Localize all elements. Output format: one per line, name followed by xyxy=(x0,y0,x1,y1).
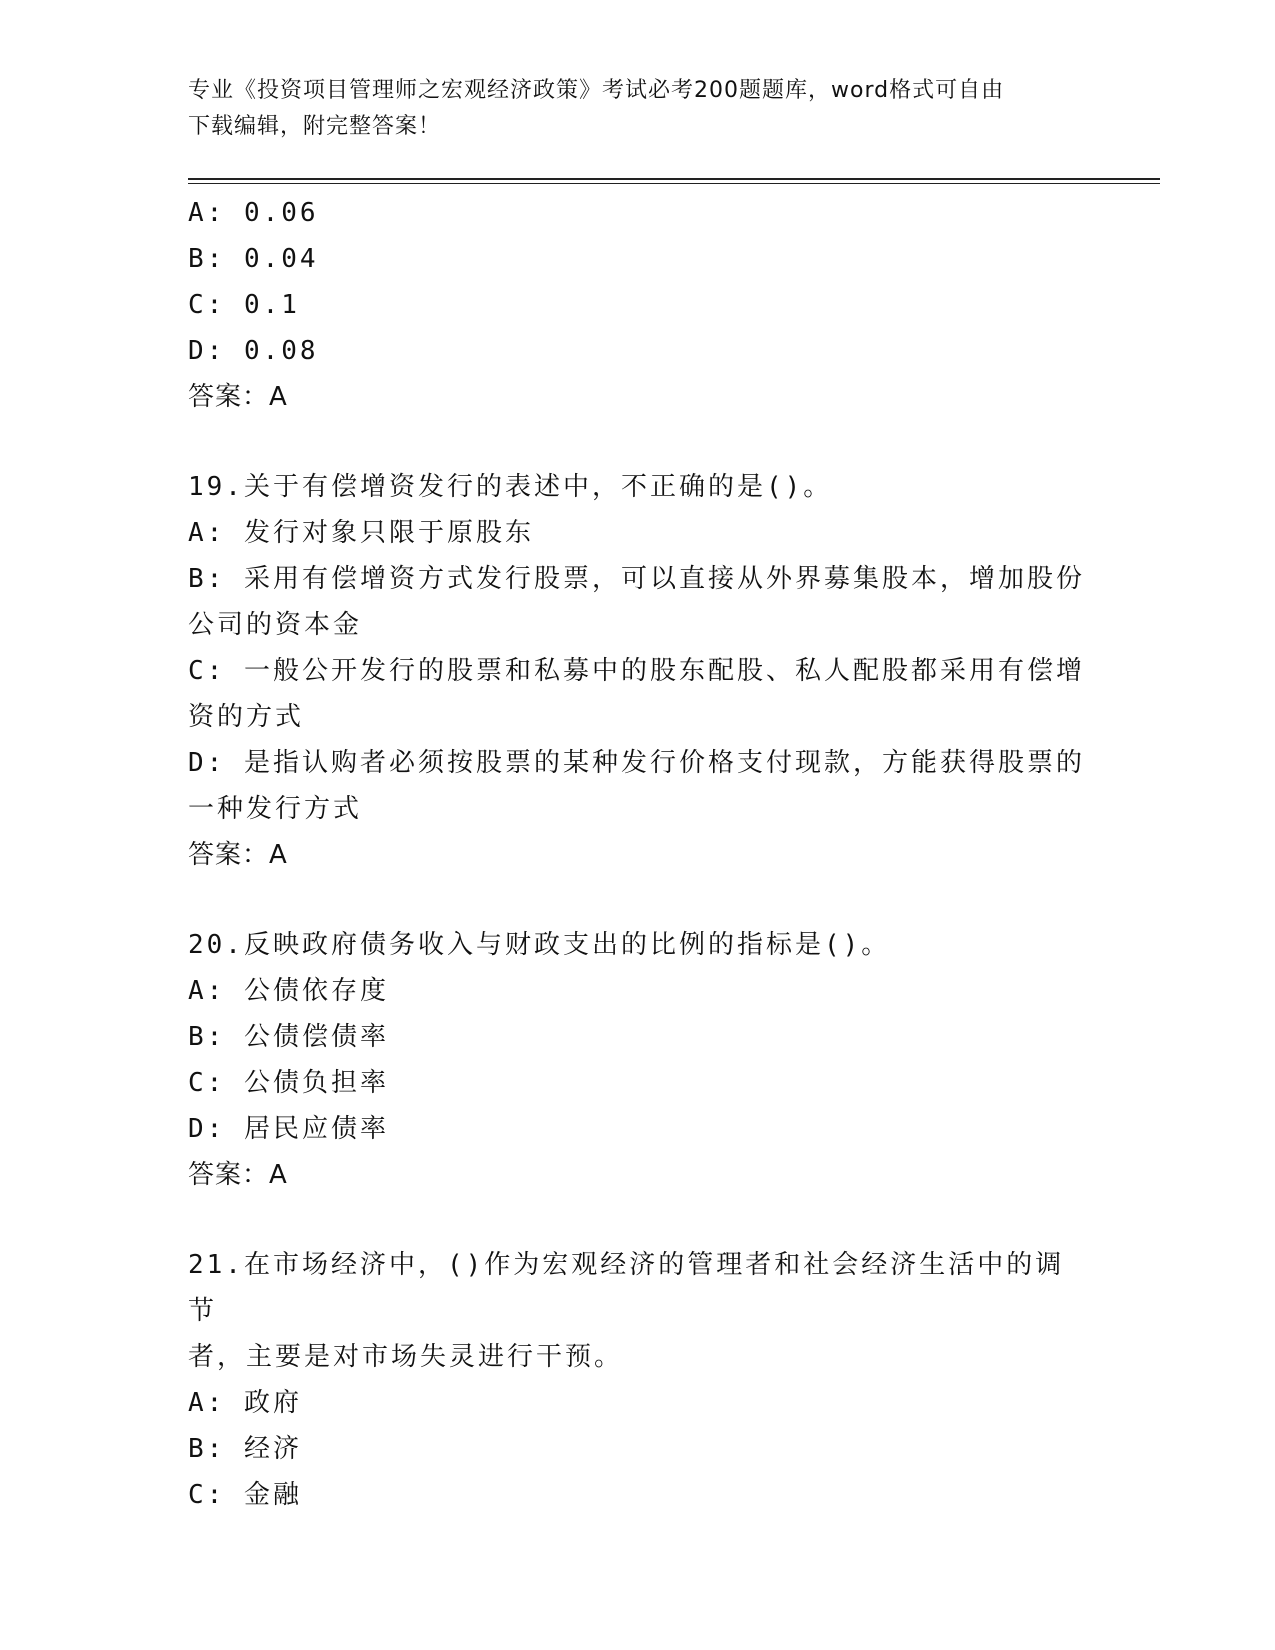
option-a: A: 0.06 xyxy=(188,198,319,228)
question-stem-continued: 者，主要是对市场失灵进行干预。 xyxy=(188,1342,624,1372)
option-b-continued: 公司的资本金 xyxy=(188,610,363,640)
question-content xyxy=(188,190,1088,1518)
question-stem: 19.关于有偿增资发行的表述中，不正确的是()。 xyxy=(188,472,833,502)
option-b: B: 0.04 xyxy=(188,244,319,274)
option-a: A: 政府 xyxy=(188,1388,302,1418)
question-block-18 xyxy=(188,190,1088,420)
option-c-continued: 资的方式 xyxy=(188,702,305,732)
option-d-continued: 一种发行方式 xyxy=(188,794,363,824)
question-stem: 20.反映政府债务收入与财政支出的比例的指标是()。 xyxy=(188,930,891,960)
option-b: B: 公债偿债率 xyxy=(188,1022,389,1052)
option-c: C: 0.1 xyxy=(188,290,300,320)
question-block-20 xyxy=(188,922,1088,1198)
option-d: D: 是指认购者必须按股票的某种发行价格支付现款，方能获得股票的 xyxy=(188,748,1085,778)
answer-line: 答案：A xyxy=(188,840,288,870)
option-a: A: 公债依存度 xyxy=(188,976,389,1006)
option-d: D: 0.08 xyxy=(188,336,319,366)
question-stem: 21.在市场经济中，()作为宏观经济的管理者和社会经济生活中的调节 xyxy=(188,1250,1065,1326)
option-b: B: 经济 xyxy=(188,1434,302,1464)
question-block-21 xyxy=(188,1242,1088,1518)
option-a: A: 发行对象只限于原股东 xyxy=(188,518,534,548)
option-c: C: 金融 xyxy=(188,1480,302,1510)
option-c: C: 公债负担率 xyxy=(188,1068,389,1098)
document-header xyxy=(188,73,1088,145)
option-b: B: 采用有偿增资方式发行股票，可以直接从外界募集股本，增加股份 xyxy=(188,564,1085,594)
question-block-19 xyxy=(188,464,1088,878)
answer-line: 答案：A xyxy=(188,1160,288,1190)
option-d: D: 居民应债率 xyxy=(188,1114,389,1144)
header-rule-thick xyxy=(188,178,1160,180)
option-c: C: 一般公开发行的股票和私募中的股东配股、私人配股都采用有偿增 xyxy=(188,656,1085,686)
header-line-2: 下载编辑，附完整答案！ xyxy=(188,114,442,139)
answer-line: 答案：A xyxy=(188,382,288,412)
header-line-1: 专业《投资项目管理师之宏观经济政策》考试必考200题题库，word格式可自由 xyxy=(188,78,1005,103)
header-rule-thin xyxy=(188,183,1160,184)
